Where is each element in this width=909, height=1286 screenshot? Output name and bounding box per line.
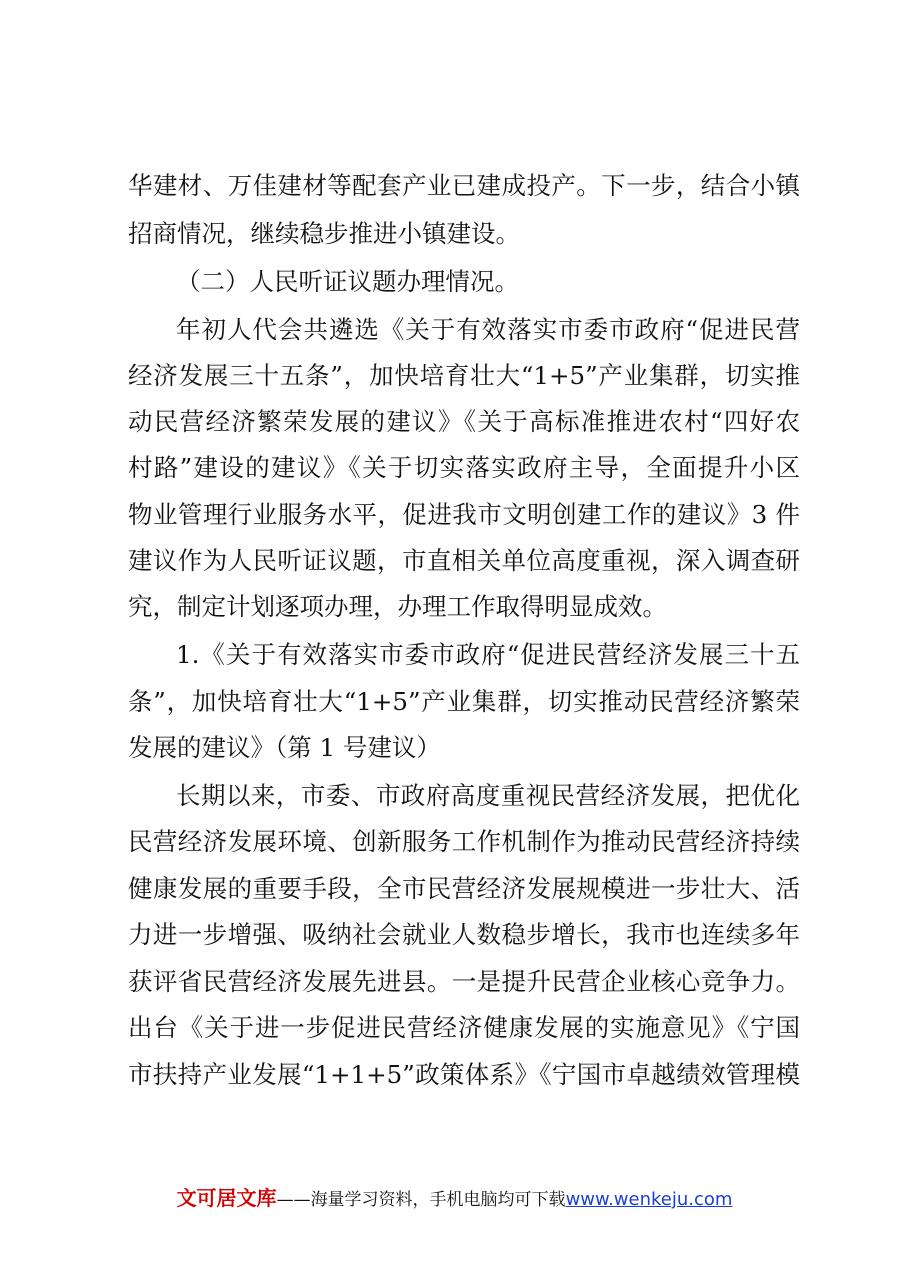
footer-brand: 文可居文库 xyxy=(176,1186,277,1210)
footer-site-link[interactable]: www.wenkeju.com xyxy=(565,1189,733,1210)
paragraph-line: 出台《关于进一步促进民营经济健康发展的实施意见》《宁国 xyxy=(128,1013,800,1042)
paragraph-line: 年初人代会共遴选《关于有效落实市委市政府“促进民营 xyxy=(176,315,800,344)
paragraph-line: 力进一步增强、吸纳社会就业人数稳步增长，我市也连续多年 xyxy=(128,920,800,949)
paragraph-line: 长期以来，市委、市政府高度重视民营经济发展，把优化 xyxy=(176,781,800,810)
paragraph-line: 市扶持产业发展“1+1+5”政策体系》《宁国市卓越绩效管理模 xyxy=(128,1060,800,1089)
paragraph-line: 动民营经济繁荣发展的建议》《关于高标准推进农村“四好农 xyxy=(128,407,800,436)
section-heading: （二）人民听证议题办理情况。 xyxy=(176,267,519,296)
paragraph-line: 建议作为人民听证议题，市直相关单位高度重视，深入调查研 xyxy=(128,546,800,575)
paragraph-line: 民营经济发展环境、创新服务工作机制作为推动民营经济持续 xyxy=(128,827,800,856)
paragraph-line: 华建材、万佳建材等配套产业已建成投产。下一步，结合小镇 xyxy=(128,171,800,200)
paragraph-line: 获评省民营经济发展先进县。一是提升民营企业核心竞争力。 xyxy=(128,967,800,996)
paragraph-line: 健康发展的重要手段，全市民营经济发展规模进一步壮大、活 xyxy=(128,874,800,903)
paragraph-line: 物业管理行业服务水平，促进我市文明创建工作的建议》3 件 xyxy=(128,500,800,529)
paragraph-line: 经济发展三十五条”，加快培育壮大“1+5”产业集群，切实推 xyxy=(128,361,800,390)
paragraph-line: 究，制定计划逐项办理，办理工作取得明显成效。 xyxy=(128,592,667,621)
paragraph-line: 村路”建设的建议》《关于切实落实政府主导，全面提升小区 xyxy=(128,453,800,482)
footer-slogan: ——海量学习资料，手机电脑均可下载 xyxy=(276,1190,566,1210)
footer-watermark xyxy=(0,1182,909,1211)
item-title-line: 条”，加快培育壮大“1+5”产业集群，切实推动民营经济繁荣 xyxy=(128,687,800,716)
item-title-line: 发展的建议》（第 1 号建议） xyxy=(128,733,441,762)
paragraph-line: 招商情况，继续稳步推进小镇建设。 xyxy=(128,219,520,248)
item-title-line: 1.《关于有效落实市委市政府“促进民营经济发展三十五 xyxy=(176,640,800,669)
